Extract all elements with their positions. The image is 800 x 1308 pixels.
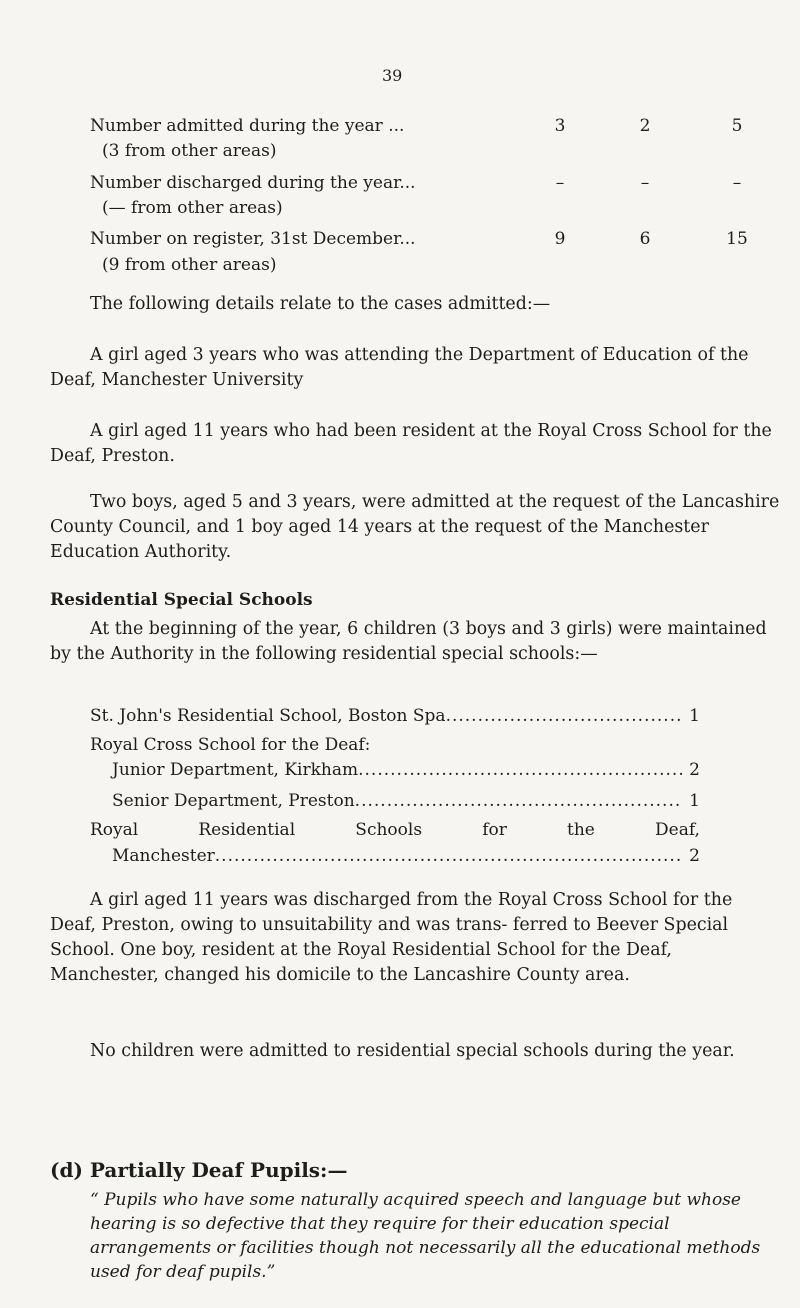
paragraph-discharged-girl: A girl aged 11 years was discharged from the Royal Cross School for the Deaf, Preston, owing to unsuitability and was trans- ferred to Beever Special School. One boy, resident at the Royal Residential School for the Deaf, Manchester, changed his domicile to the Lancashire County area. xyxy=(50,890,733,985)
word: for xyxy=(482,820,507,840)
stat-label-discharged: Number discharged during the year... xyxy=(90,173,416,193)
word: Deaf, xyxy=(655,820,700,840)
word: Residential xyxy=(198,820,296,840)
stat-value: 5 xyxy=(731,116,743,136)
school-royal-residential xyxy=(90,819,700,841)
leader-dots xyxy=(358,759,682,781)
school-count: 2 xyxy=(689,846,700,866)
school-count: 1 xyxy=(689,706,700,726)
stat-value: – xyxy=(640,173,650,193)
word: Schools xyxy=(355,820,423,840)
school-junior-department xyxy=(112,759,700,781)
quote-definition: “ Pupils who have some naturally acquired speech and language but whose hearing is so defective that they require for their education special arrangements or facilities though not necessarily all the educational methods used for deaf pupils.” xyxy=(90,1190,761,1282)
paragraph-girl-11: A girl aged 11 years who had been resident at the Royal Cross School for the Deaf, Preston. xyxy=(50,421,772,466)
school-st-johns xyxy=(90,705,700,727)
leader-dots xyxy=(215,845,682,867)
school-name: Junior Department, Kirkham xyxy=(112,760,359,780)
leader-dots xyxy=(355,790,682,812)
school-senior-department xyxy=(112,790,700,812)
paragraph-beginning-of-year: At the beginning of the year, 6 children (3 boys and 3 girls) were maintained by the Authority in the following residential special schools:— xyxy=(50,619,767,664)
stat-value: – xyxy=(732,173,742,193)
stat-value: 15 xyxy=(726,229,748,249)
school-royal-cross: Royal Cross School for the Deaf: xyxy=(90,735,371,755)
paragraph-two-boys: Two boys, aged 5 and 3 years, were admitted at the request of the Lancashire County Council, and 1 boy aged 14 years at the request of the Manchester Education Authority. xyxy=(50,492,780,562)
paragraph-girl-3: A girl aged 3 years who was attending the Department of Education of the Deaf, Manchester University xyxy=(50,345,749,390)
heading-partially-deaf-pupils: (d) Partially Deaf Pupils:— xyxy=(50,1158,348,1182)
paragraph-no-children: No children were admitted to residential special schools during the year. xyxy=(90,1041,735,1061)
stat-value: 2 xyxy=(639,116,651,136)
stat-label-register: Number on register, 31st December... xyxy=(90,229,416,249)
stat-value: 3 xyxy=(554,116,566,136)
school-name: St. John's Residential School, Boston Spa xyxy=(90,706,446,726)
school-count: 2 xyxy=(689,760,700,780)
school-manchester xyxy=(112,845,700,867)
word: the xyxy=(567,820,595,840)
school-count: 1 xyxy=(689,791,700,811)
school-name: Manchester xyxy=(112,846,215,866)
word: Royal xyxy=(90,820,139,840)
stat-value: 9 xyxy=(554,229,566,249)
stat-note-discharged: (— from other areas) xyxy=(102,198,283,218)
leader-dots xyxy=(446,705,682,727)
stat-label-admitted: Number admitted during the year ... xyxy=(90,116,405,136)
stat-value: 6 xyxy=(639,229,651,249)
heading-residential-special-schools: Residential Special Schools xyxy=(50,590,313,610)
page-number: 39 xyxy=(382,66,403,85)
paragraph-intro: The following details relate to the cases admitted:— xyxy=(90,294,551,314)
school-name: Senior Department, Preston xyxy=(112,791,355,811)
stat-note-admitted: (3 from other areas) xyxy=(102,141,277,161)
stat-value: – xyxy=(555,173,565,193)
stat-note-register: (9 from other areas) xyxy=(102,255,277,275)
